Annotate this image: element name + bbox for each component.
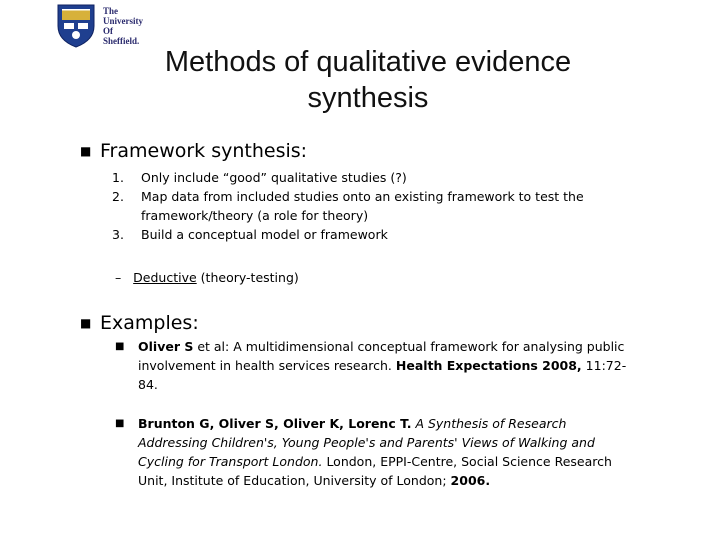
framework-bullet bbox=[80, 140, 307, 162]
square-bullet-icon: ■ bbox=[115, 341, 125, 352]
list-item bbox=[112, 168, 632, 187]
reference-authors: Brunton G, Oliver S, Oliver K, Lorenc T. bbox=[138, 416, 412, 431]
university-wordmark bbox=[103, 6, 143, 46]
list-item bbox=[112, 337, 632, 394]
reference-volume: 11:72-84. bbox=[138, 358, 627, 392]
square-bullet-icon: ■ bbox=[115, 418, 125, 429]
dash-bullet: – bbox=[115, 270, 122, 285]
square-bullet-icon: ■ bbox=[80, 144, 92, 158]
reference-journal: Health Expectations 2008, bbox=[395, 358, 582, 373]
list-number: 2. bbox=[112, 189, 124, 204]
square-bullet-icon: ■ bbox=[80, 316, 92, 330]
list-number: 3. bbox=[112, 227, 124, 242]
framework-heading: Framework synthesis: bbox=[100, 140, 308, 162]
deductive-line bbox=[115, 268, 299, 287]
wordmark-line: The bbox=[103, 6, 119, 16]
examples-heading: Examples: bbox=[100, 312, 199, 334]
wordmark-line: Sheffield. bbox=[103, 36, 140, 46]
example-reference-2 bbox=[112, 414, 632, 490]
deductive-note: (theory-testing) bbox=[200, 270, 299, 285]
reference-title: A Synthesis of Research Addressing Children's, Young People's and Parents' Views of Walking and Cycling for Transport London. bbox=[138, 416, 595, 469]
list-item bbox=[112, 414, 632, 490]
reference-text: et al: A multidimensional conceptual framework for analysing public involvement in health services research. bbox=[138, 339, 625, 373]
reference-publisher: London, EPPI-Centre, Social Science Research Unit, Institute of Education, University of London; bbox=[138, 454, 612, 488]
wordmark-line: Of bbox=[103, 26, 113, 36]
reference-year: 2006. bbox=[450, 473, 491, 488]
list-number: 1. bbox=[112, 170, 124, 185]
list-item-text: Build a conceptual model or framework bbox=[141, 227, 388, 242]
list-item bbox=[112, 225, 632, 244]
slide-title bbox=[100, 44, 636, 116]
framework-numbered-list bbox=[112, 168, 632, 244]
examples-bullet bbox=[80, 312, 199, 334]
university-logo bbox=[54, 2, 150, 48]
list-item-text: Map data from included studies onto an existing framework to test the framework/theory (a role for theory) bbox=[141, 189, 584, 223]
title-line-2: synthesis bbox=[307, 82, 429, 114]
title-line-1: Methods of qualitative evidence bbox=[164, 46, 572, 78]
wordmark-line: University bbox=[103, 16, 143, 26]
deductive-label: Deductive bbox=[133, 270, 197, 285]
list-item bbox=[112, 187, 632, 225]
reference-author: Oliver S bbox=[138, 339, 194, 354]
list-item-text: Only include “good” qualitative studies (?) bbox=[141, 170, 407, 185]
example-reference-1 bbox=[112, 337, 632, 394]
university-crest-icon bbox=[54, 2, 98, 48]
